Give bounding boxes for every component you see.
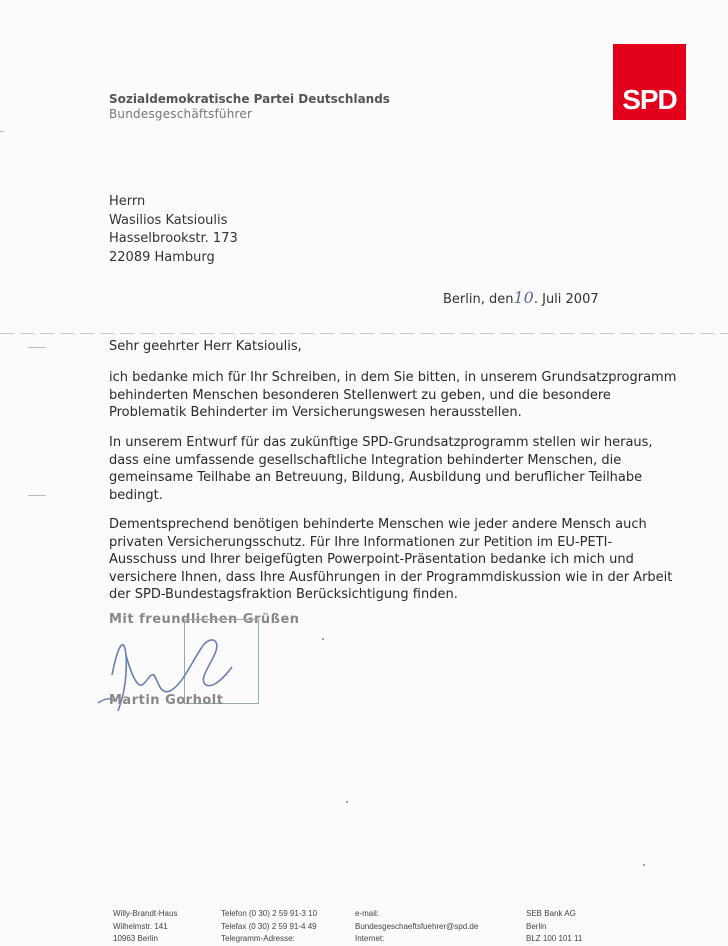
footer-line: SEB Bank AG [526,909,576,918]
recipient-salutation-line: Herrn [109,194,146,209]
paragraph-line: behinderten Menschen besonderen Stellenwert zu geben, und die besondere [109,387,611,403]
scan-dot [346,801,348,803]
date-day-handwritten: 10 [513,288,534,307]
scan-dot [322,638,324,640]
footer-line: Berlin [526,921,547,931]
paragraph-line: In unserem Entwurf für das zukünftige SPD-Grundsatzprogramm stellen wir heraus, [109,435,653,450]
letter-salutation: Sehr geehrter Herr Katsioulis, [109,339,302,354]
recipient-address [109,193,238,267]
separator-line [0,333,728,334]
footer-address [113,908,177,946]
paragraph-line: versichere Ihnen, dass Ihre Ausführungen in der Programmdiskussion wie in der Arbeit [109,569,673,585]
footer-line: Telefon (0 30) 2 59 91-3 10 [221,909,318,918]
footer-line: Willy-Brandt-Haus [113,909,178,918]
recipient-name: Wasilios Katsioulis [109,212,228,228]
footer-line: Internet: [355,934,385,943]
scan-dot [643,864,645,866]
spd-logo: SPD [613,44,686,120]
sender-title: Bundesgeschäftsführer [109,107,253,121]
paragraph-line: ich bedanke mich für Ihr Schreiben, in dem Sie bitten, in unserem Grundsatzprogramm [109,370,677,385]
signer-name: Martin Gorholt [109,693,224,708]
footer-line: BLZ 100 101 11 [526,934,583,943]
paragraph-line: bedingt. [109,487,163,503]
paragraph-line: Problematik Behinderter im Versicherungswesen herausstellen. [109,405,522,421]
footer-bank [526,908,582,946]
date-suffix: . Juli 2007 [533,292,599,307]
paragraph-line: privaten Versicherungsschutz. Für Ihre Informationen zur Petition im EU-PETI- [109,534,613,550]
paragraph-3 [109,516,673,604]
paragraph-1 [109,369,677,422]
footer-line: Telefax (0 30) 2 59 91-4 49 [221,921,317,931]
sender-organization: Sozialdemokratische Partei Deutschlands [109,92,390,106]
paragraph-line: Dementsprechend benötigen behinderte Menschen wie jeder andere Mensch auch [109,517,647,532]
letter-date [443,288,599,307]
paragraph-line: gemeinsame Teilhabe an Betreuung, Bildung, Ausbildung und beruflicher Teilhabe [109,470,643,486]
paragraph-2 [109,434,664,504]
paragraph-line: Ausschuss und Ihrer beigefügten Powerpoint-Präsentation bedanke ich mich und [109,552,634,568]
footer-phone [221,908,317,946]
recipient-city: 22089 Hamburg [109,249,215,265]
fold-mark-top [28,347,46,348]
recipient-street: Hasselbrookstr. 173 [109,231,238,246]
date-prefix: Berlin, den [443,292,514,307]
fold-mark-middle [28,495,46,496]
footer-line: e-mail: [355,909,380,918]
footer-line: Bundesgeschaeftsfuehrer@spd.de [355,921,479,931]
footer-line: Telegramm-Adresse: [221,934,295,943]
letter-closing: Mit freundlichen Grüßen [109,612,300,627]
paragraph-line: dass eine umfassende gesellschaftliche Integration behinderter Menschen, die [109,452,622,468]
footer-line: Wilhelmstr. 141 [113,921,168,931]
footer-line: 10963 Berlin [113,934,158,943]
footer-contact [355,908,478,946]
punch-mark [0,131,4,132]
paragraph-line: der SPD-Bundestagsfraktion Berücksichtigung finden. [109,587,458,603]
